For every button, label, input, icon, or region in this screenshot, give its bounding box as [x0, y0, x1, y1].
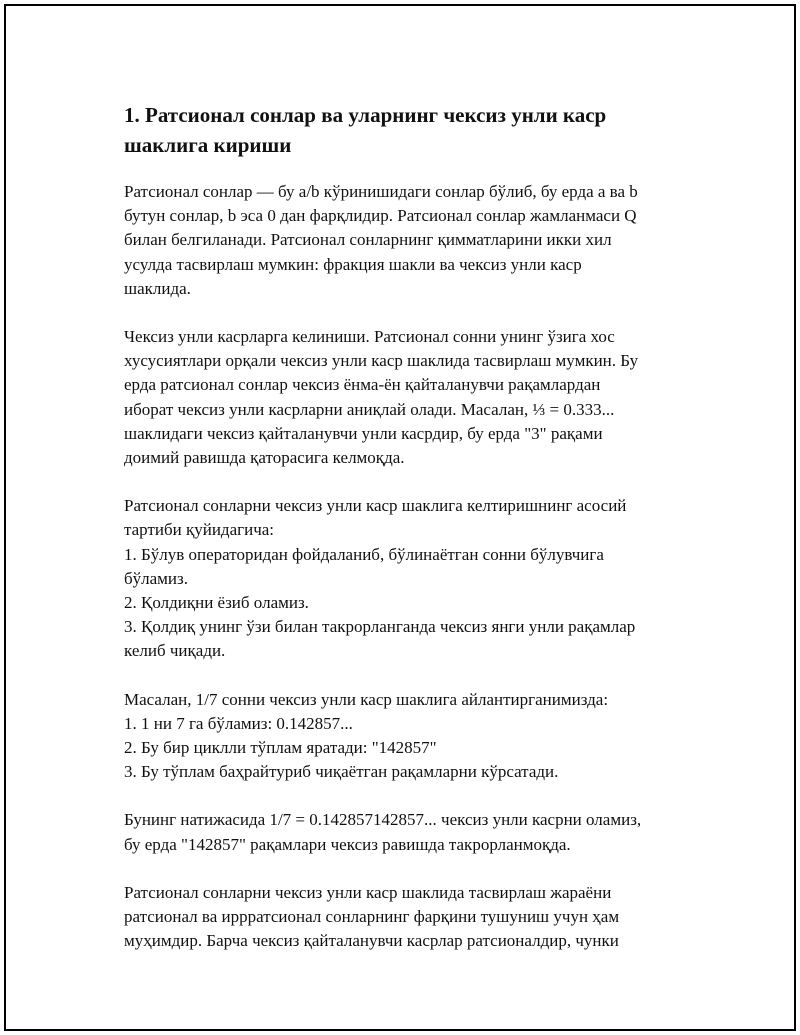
list-item: 3. Бу тўплам баҳрайтуриб чиқаётган рақамларни кўрсатади. — [124, 762, 559, 782]
text-line: ратсионал ва иррратсионал сонларнинг фарқини тушуниш учун ҳам — [124, 907, 620, 927]
paragraph-infinite-decimals — [124, 325, 694, 470]
text-line: шаклидаги чексиз қайталанувчи унли касрдир, бу ерда "3" рақами — [124, 423, 603, 443]
text-line: Ратсионал сонлар — бу a/b кўринишидаги сонлар бўлиб, бу ерда a ва b — [124, 182, 638, 201]
paragraph-conclusion — [124, 881, 694, 954]
text-line: Ратсионал сонларни чексиз унли каср шаклида тасвирлаш жараёни — [124, 882, 612, 902]
list-item: 1. Бўлув операторидан фойдаланиб, бўлинаётган сонни бўлувчига — [124, 544, 604, 564]
text-line: Масалан, 1/7 сонни чексиз унли каср шаклига айлантирганимизда: — [124, 689, 609, 709]
paragraph-procedure — [124, 494, 694, 663]
text-line: Чексиз унли касрларга келиниши. Ратсионал сонни унинг ўзига хос — [124, 327, 615, 347]
list-item: 2. Қолдиқни ёзиб оламиз. — [124, 593, 309, 613]
text-line: иборат чексиз унли касрларни аниқлай олади. Масалан, ⅓ = 0.333... — [124, 399, 615, 419]
text-line: шаклида. — [124, 278, 191, 298]
heading-line: шаклига кириши — [124, 133, 292, 157]
list-item: 2. Бу бир циклли тўплам яратади: "142857" — [124, 738, 437, 758]
list-item: 3. Қолдиқ унинг ўзи билан такрорланганда чексиз янги унли рақамлар — [124, 617, 636, 637]
paragraph-example — [124, 688, 694, 785]
text-line: бутун сонлар, b эса 0 дан фарқлидир. Ратсионал сонлар жамланмаси Q — [124, 206, 637, 226]
text-line: Бунинг натижасида 1/7 = 0.142857142857... чексиз унли касрни оламиз, — [124, 810, 642, 830]
text-line: Ратсионал сонларни чексиз унли каср шаклига келтиришнинг асосий — [124, 496, 627, 516]
text-line: доимий равишда қаторасига келмоқда. — [124, 448, 405, 468]
paragraph-definition — [124, 180, 694, 301]
list-item-continuation: бўламиз. — [124, 568, 188, 588]
text-line: муҳимдир. Барча чексиз қайталанувчи касрлар ратсионалдир, чунки — [124, 931, 619, 951]
section-heading — [124, 100, 694, 160]
heading-line: 1. Ратсионал сонлар ва уларнинг чексиз унли каср — [124, 103, 607, 127]
text-line: ерда ратсионал сонлар чексиз ёнма-ён қайталанувчи рақамлардан — [124, 375, 601, 395]
page-frame — [4, 4, 796, 1031]
text-line: усулда тасвирлаш мумкин: фракция шакли ва чексиз унли каср — [124, 254, 582, 274]
text-line: бу ерда "142857" рақамлари чексиз равишда такрорланмоқда. — [124, 834, 571, 854]
list-item-continuation: келиб чиқади. — [124, 641, 226, 661]
paragraph-result — [124, 808, 694, 856]
list-item: 1. 1 ни 7 га бўламиз: 0.142857... — [124, 713, 353, 733]
text-line: билан белгиланади. Ратсионал сонларнинг қимматларини икки хил — [124, 230, 612, 250]
document-body — [124, 100, 694, 977]
text-line: хусусиятлари орқали чексиз унли каср шаклида тасвирлаш мумкин. Бу — [124, 351, 639, 371]
text-line: тартиби қуйидагича: — [124, 520, 275, 540]
